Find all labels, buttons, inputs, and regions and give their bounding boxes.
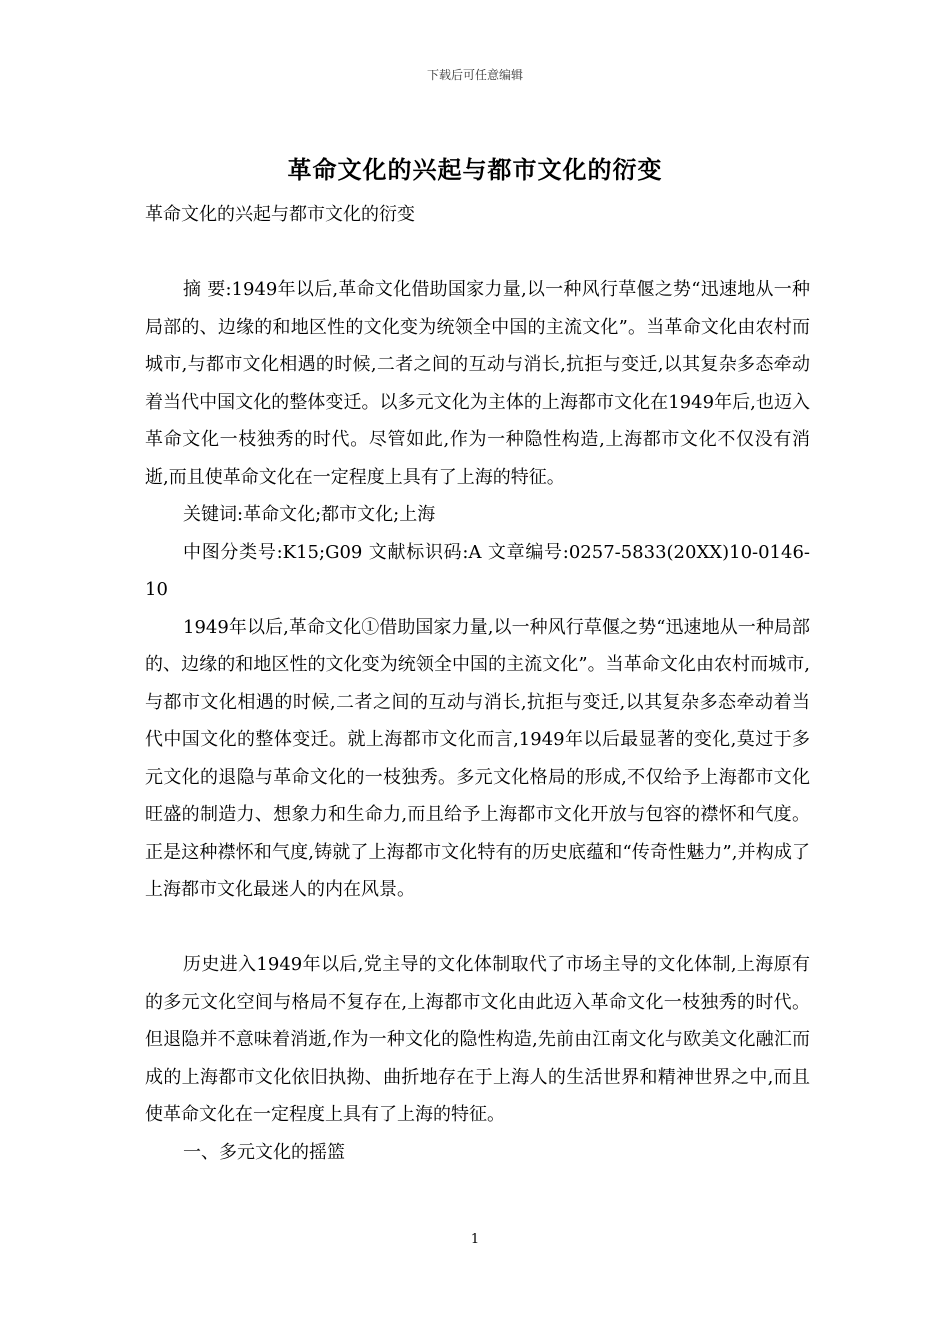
abstract-paragraph: 摘 要:1949年以后,革命文化借助国家力量,以一种风行草偃之势“迅速地从一种局部的、边缘的和地区性的文化变为统领全中国的主流文化”。当革命文化由农村而城市,与都市文化相遇的时候,二者之间的互动与消长,抗拒与变迁,以其复杂多态牵动着当代中国文化的整体变迁。以多元文化为主体的上海都市文化在1949年后,也迈入革命文化一枝独秀的时代。尽管如此,作为一种隐性构造,上海都市文化不仅没有消逝,而且使革命文化在一定程度上具有了上海的特征。 [145, 279, 810, 488]
document-subtitle: 革命文化的兴起与都市文化的衍变 [145, 204, 415, 225]
body-paragraph-1: 1949年以后,革命文化①借助国家力量,以一种风行草偃之势“迅速地从一种局部的、边缘的和地区性的文化变为统领全中国的主流文化”。当革命文化由农村而城市,与都市文化相遇的时候,二者之间的互动与消长,抗拒与变迁,以其复杂多态牵动着当代中国文化的整体变迁。就上海都市文化而言,1949年以后最显著的变化,莫过于多元文化的退隐与革命文化的一枝独秀。多元文化格局的形成,不仅给予上海都市文化旺盛的制造力、想象力和生命力,而且给予上海都市文化开放与包容的襟怀和气度。正是这种襟怀和气度,铸就了上海都市文化特有的历史底蕴和“传奇性魅力”,并构成了上海都市文化最迷人的内在风景。 [145, 616, 810, 900]
keywords-line: 关键词:革命文化;都市文化;上海 [183, 504, 436, 525]
page-number: 1 [470, 1232, 480, 1247]
classification-line: 中图分类号:K15;G09 文献标识码:A 文章编号:0257-5833(20XX)10-0146-10 [145, 541, 810, 600]
body-paragraph-2: 历史进入1949年以后,党主导的文化体制取代了市场主导的文化体制,上海原有的多元文化空间与格局不复存在,上海都市文化由此迈入革命文化一枝独秀的时代。但退隐并不意味着消逝,作为一种文化的隐性构造,先前由江南文化与欧美文化融汇而成的上海都市文化依旧执拗、曲折地存在于上海人的生活世界和精神世界之中,而且使革命文化在一定程度上具有了上海的特征。 [145, 954, 810, 1125]
section-heading: 一、多元文化的摇篮 [183, 1141, 345, 1163]
document-body [145, 196, 810, 1171]
header-note: 下载后可任意编辑 [426, 68, 523, 82]
document-title: 革命文化的兴起与都市文化的衍变 [287, 155, 663, 184]
